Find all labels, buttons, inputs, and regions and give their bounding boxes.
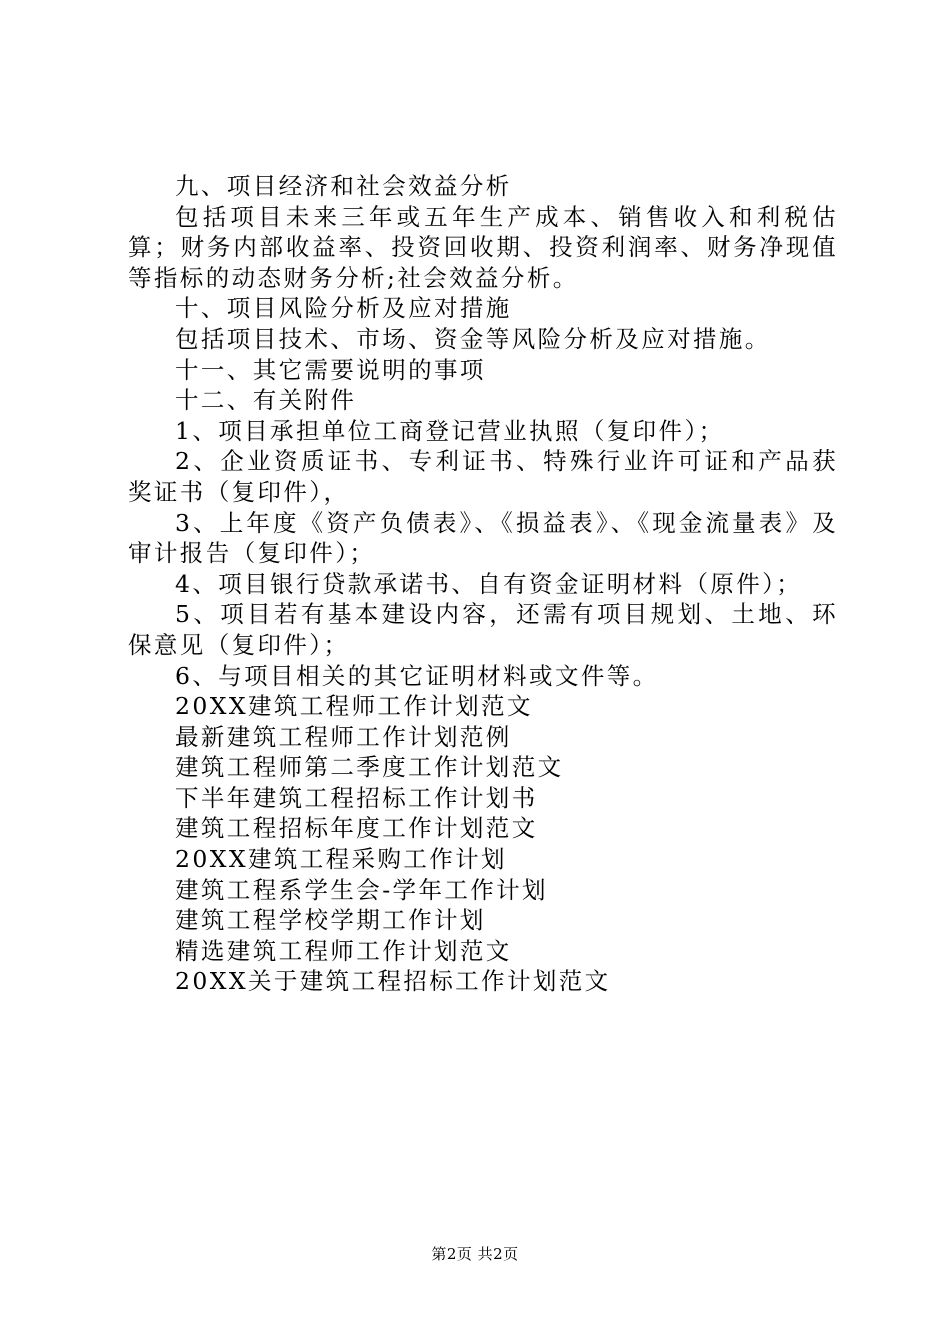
related-article-title: 建筑工程招标年度工作计划范文 — [175, 814, 538, 843]
paragraph-economic-benefit: 包括项目未来三年或五年生产成本、销售收入和利税估算；财务内部收益率、投资回收期、投资利润率、财务净现值等指标的动态财务分析;社会效益分析。 — [128, 202, 838, 292]
section-heading-attachments: 十二、有关附件 — [175, 386, 357, 415]
attachment-item-4: 4、项目银行贷款承诺书、自有资金证明材料（原件）； — [175, 569, 803, 598]
attachment-item-6: 6、与项目相关的其它证明材料或文件等。 — [175, 661, 659, 690]
attachment-item-2: 2、企业资质证书、专利证书、特殊行业许可证和产品获奖证书（复印件）， — [128, 447, 838, 506]
related-article-title: 20XX建筑工程师工作计划范文 — [175, 692, 533, 721]
section-heading-risk-analysis: 十、项目风险分析及应对措施 — [175, 294, 512, 323]
related-article-title: 建筑工程系学生会-学年工作计划 — [175, 875, 548, 904]
document-body — [128, 171, 838, 997]
related-article-title: 下半年建筑工程招标工作计划书 — [175, 783, 538, 812]
attachment-item-1: 1、项目承担单位工商登记营业执照（复印件）； — [175, 416, 725, 445]
paragraph-risk-analysis: 包括项目技术、市场、资金等风险分析及应对措施。 — [175, 324, 771, 353]
attachment-item-3: 3、上年度《资产负债表》、《损益表》、《现金流量表》及审计报告（复印件）； — [128, 508, 838, 568]
related-article-title: 20XX关于建筑工程招标工作计划范文 — [175, 967, 611, 996]
related-article-title: 建筑工程师第二季度工作计划范文 — [175, 753, 564, 782]
attachment-item-5: 5、项目若有基本建设内容，还需有项目规划、土地、环保意见（复印件）； — [128, 600, 838, 659]
related-article-title: 建筑工程学校学期工作计划 — [175, 906, 486, 935]
related-article-title: 20XX建筑工程采购工作计划 — [175, 845, 507, 874]
section-heading-other-matters: 十一、其它需要说明的事项 — [175, 355, 486, 384]
page-number-footer: 第2页 共2页 — [431, 1245, 519, 1263]
section-heading-economic-benefit: 九、项目经济和社会效益分析 — [175, 172, 512, 200]
related-article-title: 最新建筑工程师工作计划范例 — [175, 722, 512, 751]
related-article-title: 精选建筑工程师工作计划范文 — [175, 936, 512, 965]
